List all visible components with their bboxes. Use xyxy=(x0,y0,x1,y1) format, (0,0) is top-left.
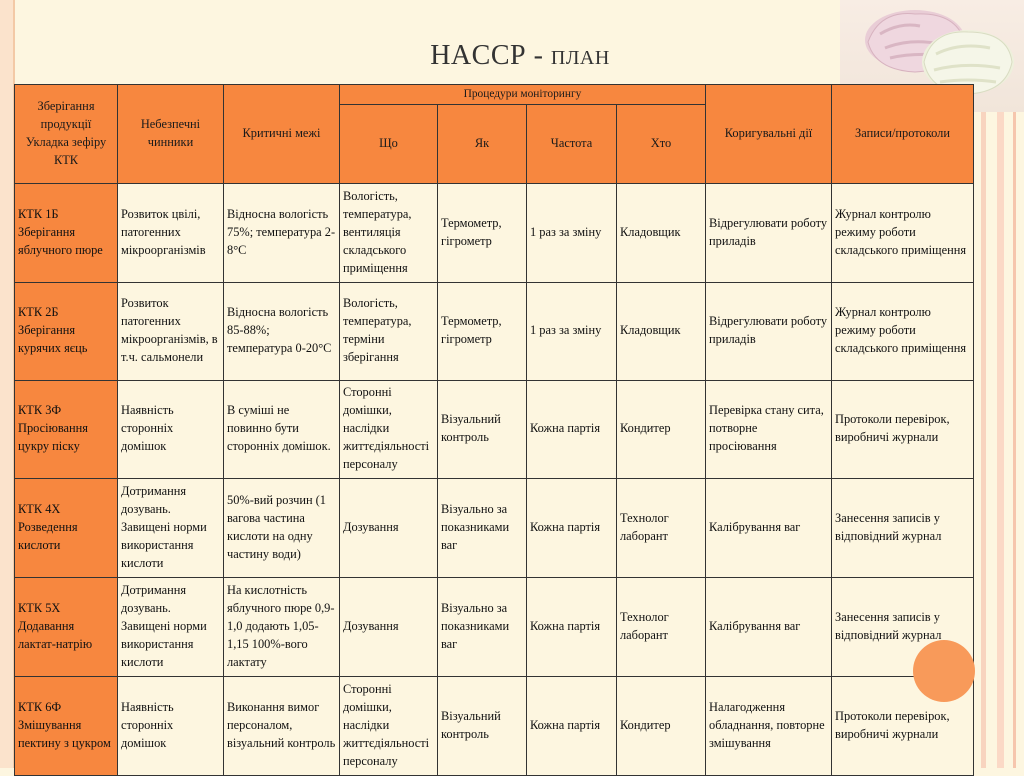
corrective-cell: Відрегулювати роботу приладів xyxy=(706,282,832,380)
ktk-cell: КТК 5Х Додавання лактат-натрію xyxy=(15,577,118,676)
header-what: Що xyxy=(340,104,438,183)
hazard-cell: Розвиток патогенних мікроорганізмів, в т.ч. сальмонели xyxy=(118,282,224,380)
haccp-plan-table xyxy=(14,84,974,776)
limits-cell: В суміші не повинно бути сторонніх домішок. xyxy=(224,380,340,478)
frequency-cell: Кожна партія xyxy=(527,380,617,478)
who-cell: Кладовщик xyxy=(617,282,706,380)
corrective-cell: Перевірка стану сита, потворне просіювання xyxy=(706,380,832,478)
hazard-cell: Наявність сторонніх домішок xyxy=(118,380,224,478)
ktk-cell: КТК 6Ф Змішування пектину з цукром xyxy=(15,676,118,775)
what-cell: Дозування xyxy=(340,577,438,676)
limits-cell: 50%-вий розчин (1 вагова частина кислоти на одну частину води) xyxy=(224,478,340,577)
how-cell: Візуально за показниками ваг xyxy=(438,478,527,577)
what-cell: Вологість, температура, терміни зберігання xyxy=(340,282,438,380)
ktk-cell: КТК 3Ф Просіювання цукру піску xyxy=(15,380,118,478)
header-critical-limits: Критичні межі xyxy=(224,85,340,184)
hazard-cell: Дотримання дозувань. Завищені норми використання кислоти xyxy=(118,577,224,676)
hazard-cell: Розвиток цвілі, патогенних мікроорганізмів xyxy=(118,183,224,282)
header-frequency: Частота xyxy=(527,104,617,183)
header-monitoring: Процедури моніторингу xyxy=(340,85,706,105)
how-cell: Термометр, гігрометр xyxy=(438,183,527,282)
records-cell: Занесення записів у відповідний журнал xyxy=(832,478,974,577)
page-title: HACCP - план xyxy=(430,40,610,71)
table-row xyxy=(15,183,974,282)
frequency-cell: Кожна партія xyxy=(527,478,617,577)
table-row xyxy=(15,282,974,380)
corrective-cell: Калібрування ваг xyxy=(706,478,832,577)
table-row xyxy=(15,380,974,478)
ktk-cell: КТК 1Б Зберігання яблучного пюре xyxy=(15,183,118,282)
who-cell: Технолог лаборант xyxy=(617,577,706,676)
how-cell: Термометр, гігрометр xyxy=(438,282,527,380)
right-decor-stripes xyxy=(974,112,1024,768)
who-cell: Кладовщик xyxy=(617,183,706,282)
records-cell: Журнал контролю режиму роботи складського приміщення xyxy=(832,282,974,380)
left-decor-stripe xyxy=(0,0,13,768)
limits-cell: На кислотність яблучного пюре 0,9-1,0 додають 1,05-1,15 100%-вого лактату xyxy=(224,577,340,676)
header-storage: Зберігання продукції Укладка зефіру КТК xyxy=(15,85,118,184)
hazard-cell: Наявність сторонніх домішок xyxy=(118,676,224,775)
who-cell: Технолог лаборант xyxy=(617,478,706,577)
table-row xyxy=(15,676,974,775)
who-cell: Кондитер xyxy=(617,676,706,775)
hazard-cell: Дотримання дозувань. Завищені норми використання кислоти xyxy=(118,478,224,577)
who-cell: Кондитер xyxy=(617,380,706,478)
limits-cell: Виконання вимог персоналом, візуальний контроль xyxy=(224,676,340,775)
what-cell: Сторонні домішки, наслідки життєдіяльності персоналу xyxy=(340,380,438,478)
what-cell: Сторонні домішки, наслідки життєдіяльності персоналу xyxy=(340,676,438,775)
corrective-cell: Калібрування ваг xyxy=(706,577,832,676)
frequency-cell: 1 раз за зміну xyxy=(527,282,617,380)
frequency-cell: Кожна партія xyxy=(527,577,617,676)
header-corrective: Коригувальні дії xyxy=(706,85,832,184)
limits-cell: Відносна вологість 75%; температура 2-8°С xyxy=(224,183,340,282)
decorative-circle xyxy=(913,640,975,702)
header-who: Хто xyxy=(617,104,706,183)
how-cell: Візуально за показниками ваг xyxy=(438,577,527,676)
header-how: Як xyxy=(438,104,527,183)
records-cell: Протоколи перевірок, виробничі журнали xyxy=(832,380,974,478)
frequency-cell: 1 раз за зміну xyxy=(527,183,617,282)
corrective-cell: Налагодження обладнання, повторне змішування xyxy=(706,676,832,775)
corrective-cell: Відрегулювати роботу приладів xyxy=(706,183,832,282)
ktk-cell: КТК 4Х Розведення кислоти xyxy=(15,478,118,577)
header-records: Записи/протоколи xyxy=(832,85,974,184)
what-cell: Вологість, температура, вентиляція складського приміщення xyxy=(340,183,438,282)
limits-cell: Відносна вологість 85-88%; температура 0-20°С xyxy=(224,282,340,380)
frequency-cell: Кожна партія xyxy=(527,676,617,775)
records-cell: Занесення записів у відповідний журнал xyxy=(832,577,974,676)
what-cell: Дозування xyxy=(340,478,438,577)
how-cell: Візуальний контроль xyxy=(438,676,527,775)
records-cell: Журнал контролю режиму роботи складського приміщення xyxy=(832,183,974,282)
table-row xyxy=(15,577,974,676)
records-cell: Протоколи перевірок, виробничі журнали xyxy=(832,676,974,775)
header-hazards: Небезпечні чинники xyxy=(118,85,224,184)
how-cell: Візуальний контроль xyxy=(438,380,527,478)
ktk-cell: КТК 2Б Зберігання курячих яєць xyxy=(15,282,118,380)
table-row xyxy=(15,478,974,577)
